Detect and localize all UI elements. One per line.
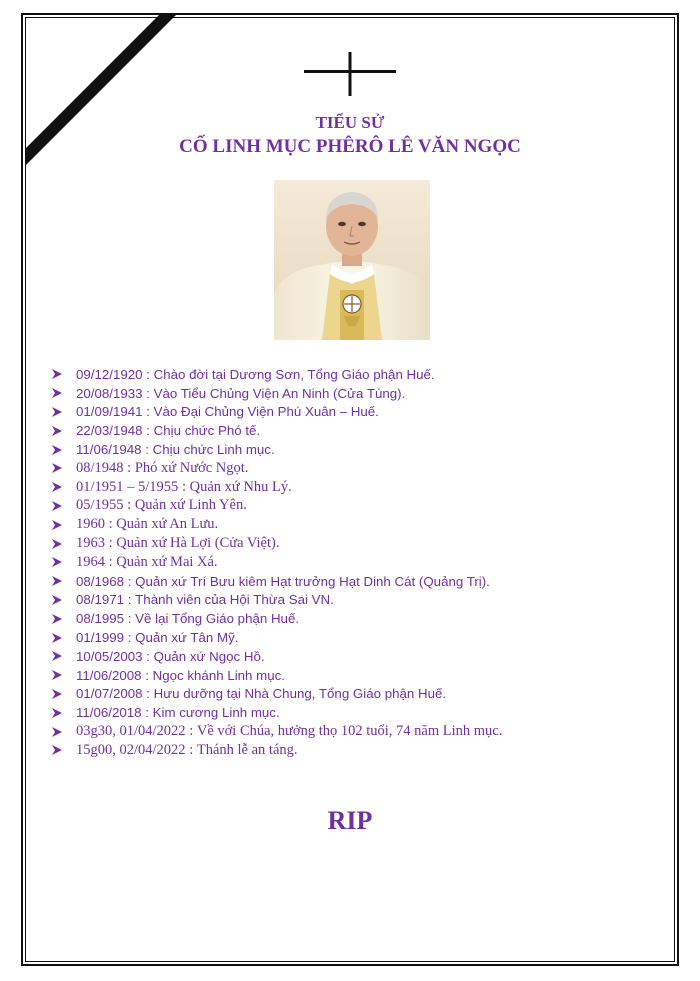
bio-separator: : — [142, 385, 154, 401]
bio-date: 22/03/1948 — [76, 423, 143, 439]
bio-text: Kim cương Linh mục. — [152, 705, 280, 721]
bio-separator: : — [142, 366, 154, 382]
bio-item — [52, 647, 662, 666]
bio-text: Quản xứ Linh Yên. — [134, 497, 247, 514]
bio-separator: : — [185, 723, 197, 740]
bio-item — [52, 703, 662, 722]
bio-text: Về với Chúa, hưởng thọ 102 tuổi, 74 năm Linh mục. — [196, 723, 503, 740]
bio-date: 20/08/1933 — [76, 385, 143, 401]
bio-item — [52, 403, 662, 422]
bio-date: 08/1971 — [76, 592, 125, 608]
arrowhead-bullet-icon — [52, 576, 76, 586]
bio-date: 08/1995 — [76, 611, 125, 627]
bio-date: 01/1999 — [76, 630, 125, 646]
bio-text: Quản xứ Ngọc Hồ. — [153, 648, 265, 664]
bio-separator: : — [141, 442, 153, 458]
bio-item — [52, 609, 662, 628]
arrowhead-bullet-icon — [52, 745, 76, 755]
bio-text: Quản xứ Nhu Lý. — [189, 478, 292, 495]
arrowhead-bullet-icon — [52, 651, 76, 661]
bio-separator: : — [123, 497, 135, 514]
bio-date: 10/05/2003 — [76, 648, 143, 664]
bio-text: Chào đời tại Dương Sơn, Tổng Giáo phận Huế. — [153, 366, 435, 382]
arrowhead-bullet-icon — [52, 482, 76, 492]
bio-separator: : — [105, 535, 117, 552]
arrowhead-bullet-icon — [52, 539, 76, 549]
arrowhead-bullet-icon — [52, 520, 76, 530]
bio-text: Quản xứ Mai Xá. — [116, 553, 218, 570]
bio-date: 11/06/1948 — [76, 442, 142, 458]
cross-icon — [304, 52, 396, 96]
bio-separator: : — [124, 573, 136, 589]
bio-text: Thành viên của Hội Thừa Sai VN. — [135, 592, 334, 608]
page-title: TIỂU SỬ — [315, 113, 385, 132]
bio-separator: : — [178, 478, 190, 495]
bio-date: 01/1951 – 5/1955 — [76, 478, 179, 495]
bio-text: Thánh lễ an táng. — [196, 741, 298, 758]
bio-date: 03g30, 01/04/2022 — [76, 723, 186, 740]
bio-item — [52, 572, 662, 591]
bio-date: 05/1955 — [76, 497, 124, 514]
bio-separator: : — [123, 459, 135, 476]
bio-item — [52, 741, 662, 760]
bio-separator: : — [124, 630, 136, 646]
bio-item — [52, 497, 662, 516]
bio-date: 01/09/1941 — [76, 404, 143, 420]
bio-separator: : — [141, 705, 153, 721]
bio-text: Hưu dưỡng tại Nhà Chung, Tổng Giáo phận Huế. — [153, 686, 447, 702]
bio-separator: : — [105, 553, 117, 570]
bio-item — [52, 478, 662, 497]
arrowhead-bullet-icon — [52, 463, 76, 473]
page-subtitle: CỐ LINH MỤC PHÊRÔ LÊ VĂN NGỌC — [179, 136, 521, 157]
bio-text: Vào Đại Chủng Viện Phú Xuân – Huế. — [153, 404, 379, 420]
bio-item — [52, 515, 662, 534]
arrowhead-bullet-icon — [52, 633, 76, 643]
bio-text: Vào Tiểu Chủng Viện An Ninh (Cửa Tùng). — [153, 385, 406, 401]
bio-separator: : — [124, 611, 136, 627]
arrowhead-bullet-icon — [52, 445, 76, 455]
arrowhead-bullet-icon — [52, 501, 76, 511]
bio-item — [52, 591, 662, 610]
bio-date: 15g00, 02/04/2022 — [76, 741, 186, 758]
bio-text: Quản xứ Tân Mỹ. — [135, 630, 239, 646]
bio-item — [52, 666, 662, 685]
bio-text: Phó xứ Nước Ngọt. — [134, 459, 249, 476]
arrowhead-bullet-icon — [52, 557, 76, 567]
bio-separator: : — [185, 741, 197, 758]
bio-text: Quản xứ An Lưu. — [116, 516, 219, 533]
bio-item — [52, 365, 662, 384]
bio-separator: : — [142, 404, 154, 420]
bio-text: Quản xứ Trí Bưu kiêm Hạt trưởng Hạt Dinh Cát (Quảng Trị). — [135, 573, 490, 589]
bio-separator: : — [142, 648, 154, 664]
bio-text: Chịu chức Phó tế. — [153, 423, 261, 439]
arrowhead-bullet-icon — [52, 670, 76, 680]
bio-text: Chịu chức Linh mục. — [152, 442, 275, 458]
bio-date: 09/12/1920 — [76, 366, 143, 382]
bio-item — [52, 534, 662, 553]
bio-separator: : — [105, 516, 117, 533]
title-block — [0, 112, 700, 159]
bio-date: 08/1948 — [76, 459, 124, 476]
rip-text: RIP — [327, 806, 373, 835]
bio-date: 1964 — [76, 553, 105, 570]
arrowhead-bullet-icon — [52, 388, 76, 398]
bio-text: Ngọc khánh Linh mục. — [152, 667, 285, 683]
bio-item — [52, 440, 662, 459]
arrowhead-bullet-icon — [52, 708, 76, 718]
arrowhead-bullet-icon — [52, 614, 76, 624]
bio-date: 1963 — [76, 535, 105, 552]
arrowhead-bullet-icon — [52, 369, 76, 379]
bio-text: Quản xứ Hà Lợi (Cửa Việt). — [116, 535, 280, 552]
bio-separator: : — [142, 686, 154, 702]
bio-separator: : — [124, 592, 136, 608]
arrowhead-bullet-icon — [52, 595, 76, 605]
arrowhead-bullet-icon — [52, 426, 76, 436]
bio-item — [52, 384, 662, 403]
bio-date: 01/07/2008 — [76, 686, 143, 702]
arrowhead-bullet-icon — [52, 689, 76, 699]
bio-item — [52, 553, 662, 572]
bio-item — [52, 421, 662, 440]
arrowhead-bullet-icon — [52, 727, 76, 737]
bio-item — [52, 722, 662, 741]
bio-date: 1960 — [76, 516, 105, 533]
bio-date: 08/1968 — [76, 573, 125, 589]
bio-date: 11/06/2008 — [76, 667, 142, 683]
bio-separator: : — [141, 667, 153, 683]
bio-item — [52, 685, 662, 704]
biography-list — [52, 365, 662, 760]
bio-separator: : — [142, 423, 154, 439]
priest-portrait — [274, 180, 430, 340]
bio-text: Về lại Tổng Giáo phận Huế. — [135, 611, 300, 627]
arrowhead-bullet-icon — [52, 407, 76, 417]
bio-date: 11/06/2018 — [76, 705, 142, 721]
bio-item — [52, 459, 662, 478]
bio-item — [52, 628, 662, 647]
